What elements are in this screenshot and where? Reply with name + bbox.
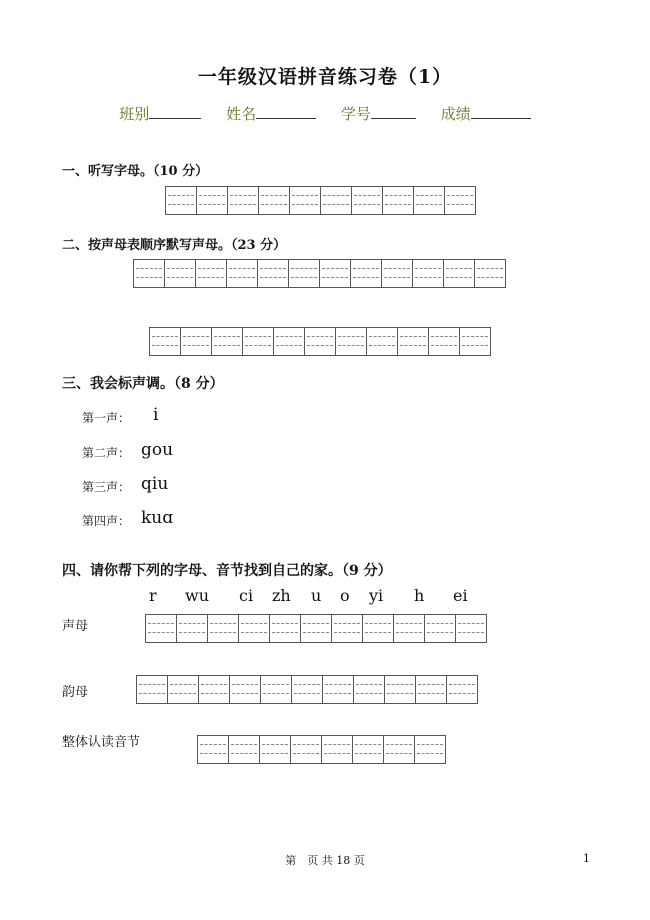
grid-cell[interactable] — [181, 328, 212, 355]
syllable-item: u — [311, 586, 322, 605]
grid-cell[interactable] — [208, 615, 239, 642]
grid-cell[interactable] — [363, 615, 394, 642]
grid-cell[interactable] — [291, 736, 322, 763]
grid-cell[interactable] — [445, 187, 476, 214]
grid-cell[interactable] — [414, 187, 445, 214]
grid-cell[interactable] — [398, 328, 429, 355]
grid-cell[interactable] — [415, 736, 446, 763]
name-field: 姓名 — [226, 105, 316, 123]
syllable-item: zh — [272, 586, 291, 605]
grid-cell[interactable] — [353, 736, 384, 763]
grid-cell[interactable] — [239, 615, 270, 642]
grid-cell[interactable] — [416, 676, 447, 703]
grid-cell[interactable] — [168, 676, 199, 703]
grid-cell[interactable] — [292, 676, 323, 703]
grid-cell[interactable] — [199, 676, 230, 703]
grid-cell[interactable] — [305, 328, 336, 355]
row-label-initials: 声母 — [62, 619, 89, 634]
syllable-item: ci — [239, 586, 254, 605]
tone-3-syllable: qiu — [141, 474, 169, 494]
grid-cell[interactable] — [332, 615, 363, 642]
grid-cell[interactable] — [429, 328, 460, 355]
score-field: 成绩 — [441, 105, 531, 123]
grid-cell[interactable] — [196, 260, 227, 287]
writing-grid-s2-row1[interactable] — [133, 259, 506, 288]
syllable-item: o — [340, 586, 350, 605]
writing-grid-s2-row2[interactable] — [149, 327, 491, 356]
student-info — [0, 103, 650, 124]
writing-grid-s4-initials[interactable] — [145, 614, 487, 643]
grid-cell[interactable] — [261, 676, 292, 703]
row-label-finals: 韵母 — [62, 685, 89, 700]
grid-cell[interactable] — [336, 328, 367, 355]
grid-cell[interactable] — [322, 736, 353, 763]
syllable-item: ei — [453, 586, 468, 605]
page-title: 一年级汉语拼音练习卷（1） — [197, 66, 453, 88]
grid-cell[interactable] — [444, 260, 475, 287]
grid-cell[interactable] — [260, 736, 291, 763]
tone-1-label: 第一声： — [82, 411, 131, 425]
grid-cell[interactable] — [229, 736, 260, 763]
section-4-heading: 四、请你帮下列的字母、音节找到自己的家。（9 分） — [62, 563, 392, 579]
page-number: 1 — [583, 852, 590, 865]
class-field: 班别 — [119, 105, 201, 123]
grid-cell[interactable] — [166, 187, 197, 214]
syllable-item: r — [149, 586, 157, 605]
grid-cell[interactable] — [270, 615, 301, 642]
grid-cell[interactable] — [447, 676, 478, 703]
grid-cell[interactable] — [228, 187, 259, 214]
grid-cell[interactable] — [177, 615, 208, 642]
grid-cell[interactable] — [197, 187, 228, 214]
grid-cell[interactable] — [475, 260, 506, 287]
page-counter: 第 页 共 18 页 — [285, 854, 365, 867]
syllable-item: h — [414, 586, 425, 605]
grid-cell[interactable] — [320, 260, 351, 287]
tone-4-syllable: kuɑ — [141, 508, 174, 528]
grid-cell[interactable] — [460, 328, 491, 355]
grid-cell[interactable] — [134, 260, 165, 287]
grid-cell[interactable] — [230, 676, 261, 703]
grid-cell[interactable] — [382, 260, 413, 287]
grid-cell[interactable] — [289, 260, 320, 287]
syllable-item: wu — [185, 586, 209, 605]
grid-cell[interactable] — [323, 676, 354, 703]
grid-cell[interactable] — [259, 187, 290, 214]
tone-2-syllable: gou — [141, 440, 174, 460]
tone-2-label: 第二声： — [82, 446, 131, 460]
grid-cell[interactable] — [354, 676, 385, 703]
writing-grid-s4-whole[interactable] — [197, 735, 446, 764]
grid-cell[interactable] — [137, 676, 168, 703]
writing-grid-s4-finals[interactable] — [136, 675, 478, 704]
grid-cell[interactable] — [258, 260, 289, 287]
grid-cell[interactable] — [425, 615, 456, 642]
grid-cell[interactable] — [150, 328, 181, 355]
grid-cell[interactable] — [367, 328, 398, 355]
grid-cell[interactable] — [321, 187, 352, 214]
grid-cell[interactable] — [227, 260, 258, 287]
grid-cell[interactable] — [394, 615, 425, 642]
grid-cell[interactable] — [212, 328, 243, 355]
section-1-heading: 一、听写字母。（10 分） — [62, 164, 209, 179]
number-field: 学号 — [341, 105, 416, 123]
grid-cell[interactable] — [352, 187, 383, 214]
tone-4-label: 第四声： — [82, 514, 131, 528]
section-3-heading: 三、我会标声调。（8 分） — [62, 376, 224, 392]
row-label-whole-syllables: 整体认读音节 — [62, 735, 141, 750]
section-2-heading: 二、按声母表顺序默写声母。（23 分） — [62, 238, 287, 253]
tone-3-label: 第三声： — [82, 480, 131, 494]
grid-cell[interactable] — [383, 187, 414, 214]
grid-cell[interactable] — [384, 736, 415, 763]
grid-cell[interactable] — [456, 615, 487, 642]
grid-cell[interactable] — [385, 676, 416, 703]
grid-cell[interactable] — [301, 615, 332, 642]
grid-cell[interactable] — [165, 260, 196, 287]
grid-cell[interactable] — [413, 260, 444, 287]
syllable-item: yi — [369, 586, 384, 605]
grid-cell[interactable] — [146, 615, 177, 642]
tone-1-syllable: i — [153, 405, 159, 425]
grid-cell[interactable] — [290, 187, 321, 214]
grid-cell[interactable] — [198, 736, 229, 763]
grid-cell[interactable] — [274, 328, 305, 355]
grid-cell[interactable] — [243, 328, 274, 355]
grid-cell[interactable] — [351, 260, 382, 287]
writing-grid-s1[interactable] — [165, 186, 476, 215]
